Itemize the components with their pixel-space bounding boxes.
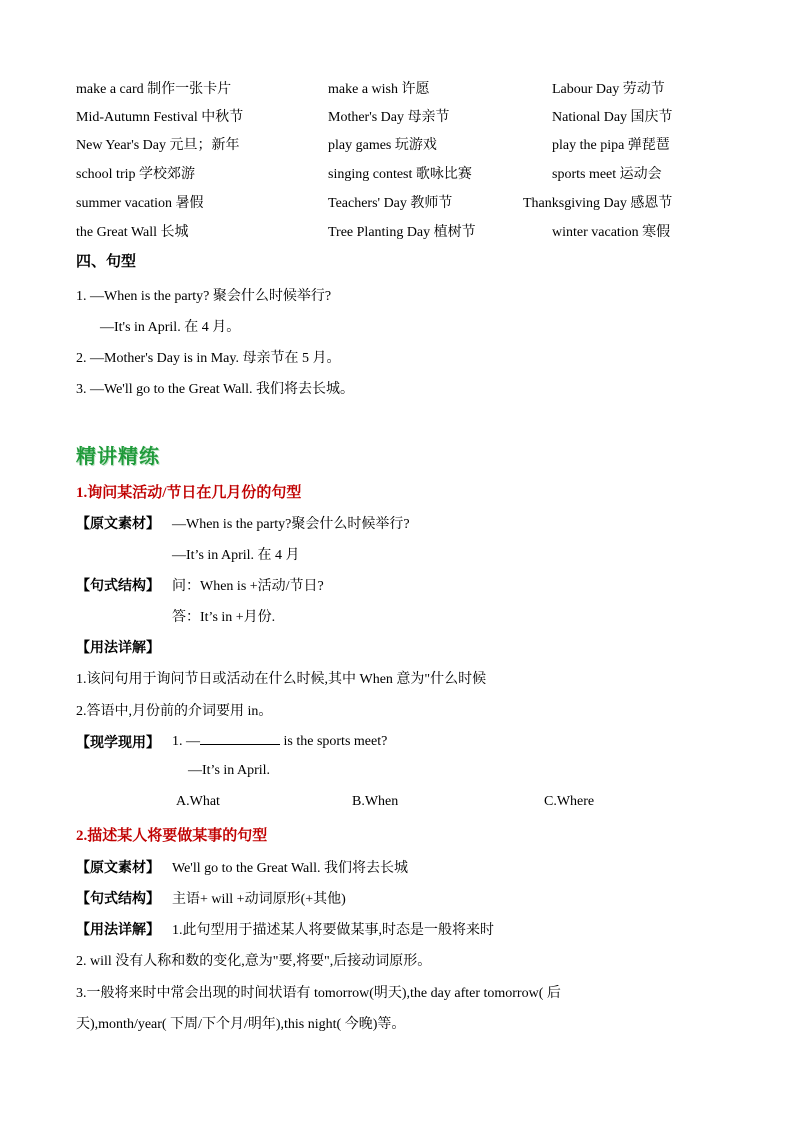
answer-blank[interactable] <box>200 732 280 745</box>
question-number: 1. — <box>172 734 200 749</box>
sentence-1-answer: —It's in April. 在 4 月。 <box>100 320 241 335</box>
vocab-item: sports meet 运动会 <box>552 167 662 182</box>
structure-label: 【句式结构】 <box>76 892 160 907</box>
vocab-item: summer vacation 暑假 <box>76 196 204 211</box>
vocab-item: Tree Planting Day 植树节 <box>328 225 476 240</box>
section-banner: 精讲精练 <box>76 444 160 468</box>
option-b[interactable]: B.When <box>352 794 399 809</box>
usage-line: 3.一般将来时中常会出现的时间状语有 tomorrow(明天),the day after tomorrow( 后 <box>76 986 561 1001</box>
usage-line: 2. will 没有人称和数的变化,意为"要,将要",后接动词原形。 <box>76 954 432 969</box>
source-text: We'll go to the Great Wall. 我们将去长城 <box>172 861 409 876</box>
vocab-item: play games 玩游戏 <box>328 138 437 153</box>
vocab-item: school trip 学校郊游 <box>76 167 195 182</box>
usage-line: 天),month/year( 下周/下个月/明年),this night( 今晚)等。 <box>76 1017 406 1032</box>
section-heading: 四、句型 <box>76 254 137 270</box>
vocab-item: Mother's Day 母亲节 <box>328 110 450 125</box>
vocab-item: Teachers' Day 教师节 <box>328 196 453 211</box>
sentence-2: 2. —Mother's Day is in May. 母亲节在 5 月。 <box>76 351 341 366</box>
sentence-1: 1. —When is the party? 聚会什么时候举行? <box>76 289 332 304</box>
vocab-item: winter vacation 寒假 <box>552 225 671 240</box>
source-label: 【原文素材】 <box>76 861 160 876</box>
vocab-item: Labour Day 劳动节 <box>552 82 665 97</box>
usage-label: 【用法详解】 <box>76 641 160 656</box>
sentence-3: 3. —We'll go to the Great Wall. 我们将去长城。 <box>76 382 355 397</box>
question-text: is the sports meet? <box>280 734 388 749</box>
source-text-answer: —It’s in April. 在 4 月 <box>172 548 300 563</box>
structure-text: 主语+ will +动词原形(+其他) <box>172 892 346 907</box>
usage-line: 1.此句型用于描述某人将要做某事,时态是一般将来时 <box>172 923 494 938</box>
structure-text-answer: 答：It’s in +月份. <box>172 610 276 625</box>
source-text: —When is the party?聚会什么时候举行? <box>172 517 410 532</box>
vocab-item: singing contest 歌咏比赛 <box>328 167 472 182</box>
structure-text: 问：When is +活动/节日? <box>172 579 324 594</box>
usage-line: 2.答语中,月份前的介词要用 in。 <box>76 704 273 719</box>
practice-question <box>172 732 387 750</box>
part2-title: 2.描述某人将要做某事的句型 <box>76 828 268 844</box>
usage-line: 1.该问句用于询问节日或活动在什么时候,其中 When 意为"什么时候 <box>76 672 487 687</box>
practice-label: 【现学现用】 <box>76 736 160 751</box>
usage-label: 【用法详解】 <box>76 923 160 938</box>
part1-title: 1.询问某活动/节日在几月份的句型 <box>76 485 302 501</box>
vocab-item: play the pipa 弹琵琶 <box>552 138 670 153</box>
vocab-item: National Day 国庆节 <box>552 110 673 125</box>
option-a[interactable]: A.What <box>176 794 220 809</box>
source-label: 【原文素材】 <box>76 517 160 532</box>
vocab-item: the Great Wall 长城 <box>76 225 189 240</box>
vocab-item: make a card 制作一张卡片 <box>76 82 232 97</box>
vocab-item: make a wish 许愿 <box>328 82 430 97</box>
option-c[interactable]: C.Where <box>544 794 595 809</box>
practice-answer: —It’s in April. <box>188 763 271 778</box>
structure-label: 【句式结构】 <box>76 579 160 594</box>
vocab-item: Mid-Autumn Festival 中秋节 <box>76 110 244 125</box>
vocab-item: Thanksgiving Day 感恩节 <box>523 196 673 211</box>
vocab-item: New Year's Day 元旦；新年 <box>76 138 240 153</box>
